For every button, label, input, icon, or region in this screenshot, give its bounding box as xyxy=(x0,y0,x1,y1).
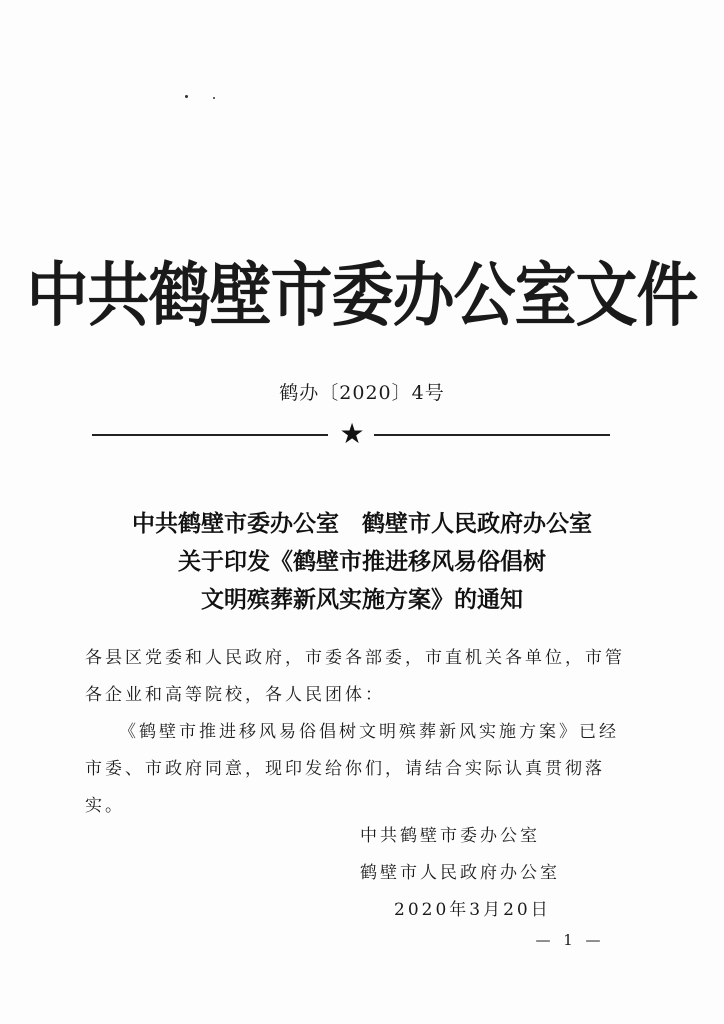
scan-speck xyxy=(213,97,215,99)
star-icon: ★ xyxy=(339,417,365,450)
title-line: 中共鹤壁市委办公室 鹤壁市人民政府办公室 xyxy=(132,511,592,537)
header-divider xyxy=(92,417,610,450)
issuer-name: 鹤壁市人民政府办公室 xyxy=(360,863,560,883)
content-paragraph: 《鹤壁市推进移风易俗倡树文明殡葬新风实施方案》已经市委、市政府同意，现印发给你们，请结合实际认真贯彻落实。 xyxy=(85,722,619,816)
title-line: 关于印发《鹤壁市推进移风易俗倡树 xyxy=(178,549,546,575)
document-number: 鹤办〔2020〕4号 xyxy=(279,382,445,404)
document-title xyxy=(0,505,724,619)
signature-block xyxy=(360,818,600,929)
divider-line-right xyxy=(374,434,610,436)
title-line: 文明殡葬新风实施方案》的通知 xyxy=(201,587,523,613)
page-number: — 1 — xyxy=(535,931,605,949)
issuing-office-header: 中共鹤壁市委办公室文件 xyxy=(26,254,698,336)
scan-speck xyxy=(185,95,188,98)
recipients-paragraph: 各县区党委和人民政府，市委各部委，市直机关各单位，市管各企业和高等院校，各人民团体： xyxy=(85,648,625,705)
issuer-name: 中共鹤壁市委办公室 xyxy=(360,826,540,846)
issue-date: 2020年3月20日 xyxy=(394,900,551,920)
document-body xyxy=(85,640,625,825)
divider-line-left xyxy=(92,434,328,436)
